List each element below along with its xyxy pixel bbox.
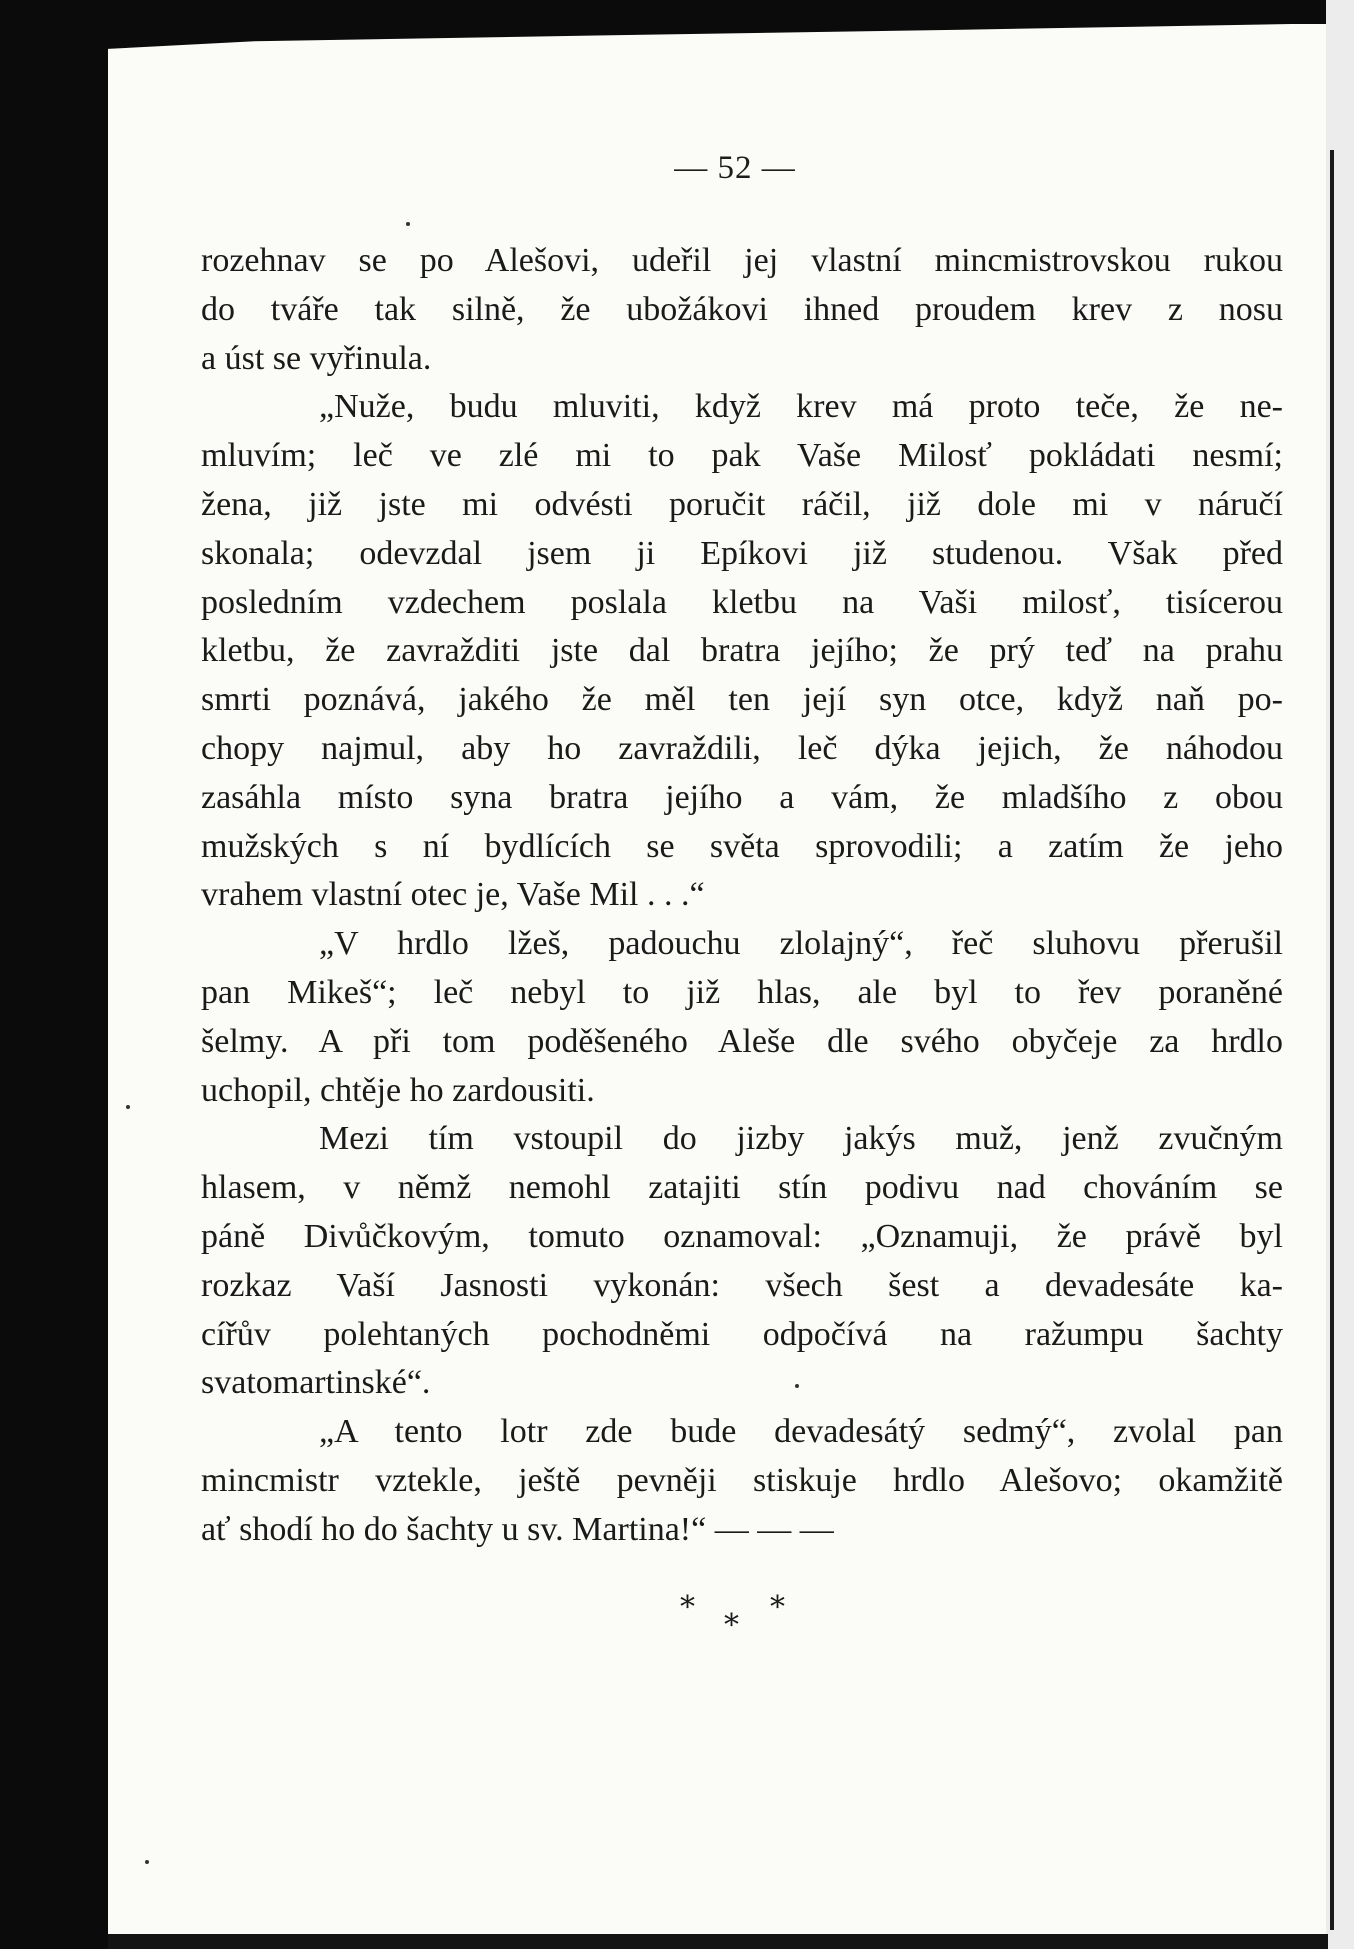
text-line: vrahem vlastní otec je, Vaše Mil . . .“	[201, 876, 705, 914]
bottom-shadow	[108, 1934, 1328, 1949]
paragraph	[201, 383, 1283, 920]
text-line: uchopil, chtěje ho zardousiti.	[201, 1071, 595, 1109]
text-line: pan Mikeš“; leč nebyl to již hlas, ale byl to řev poraněné	[201, 973, 1283, 1011]
text-line: svatomartinské“.	[201, 1364, 431, 1402]
text-line: do tváře tak silně, že ubožákovi ihned proudem krev z nosu	[201, 290, 1283, 328]
text-line: skonala; odevzdal jsem ji Epíkovi již studenou. Však před	[201, 534, 1283, 572]
text-line: žena, již jste mi odvésti poručit ráčil, již dole mi v náručí	[201, 485, 1283, 523]
scan-speck	[126, 1105, 130, 1109]
paragraph	[201, 237, 1283, 383]
asterisk-mark: *	[770, 1590, 785, 1625]
text-line: hlasem, v němž nemohl zatajiti stín podivu nad chováním se	[201, 1169, 1283, 1207]
paragraph	[201, 1408, 1283, 1554]
text-line: posledním vzdechem poslala kletbu na Vaši milosť, tisícerou	[201, 583, 1283, 621]
text-line: mincmistr vztekle, ještě pevněji stiskuje hrdlo Alešovo; okamžitě	[201, 1461, 1283, 1499]
asterisk-mark: *	[724, 1608, 739, 1643]
asterisk-mark: *	[680, 1590, 695, 1625]
body-text	[201, 237, 1283, 1555]
paragraph	[201, 1115, 1283, 1408]
text-line: mužských s ní bydlících se světa sprovodili; a zatím že jeho	[201, 827, 1283, 865]
text-line: „A tento lotr zde bude devadesátý sedmý“, zvolal pan	[319, 1413, 1283, 1451]
text-line: kletbu, že zavražditi jste dal bratra jejího; že prý teď na prahu	[201, 632, 1283, 670]
text-line: šelmy. A při tom poděšeného Aleše dle svého obyčeje za hrdlo	[201, 1022, 1283, 1060]
paragraph	[201, 920, 1283, 1115]
page-edge-shadow	[1330, 150, 1334, 1930]
text-line: zasáhla místo syna bratra jejího a vám, že mladšího z obou	[201, 778, 1283, 816]
scan-speck	[795, 1384, 799, 1388]
page-number: — 52 —	[674, 150, 796, 186]
scan-speck	[145, 1860, 149, 1864]
text-line: mluvím; leč ve zlé mi to pak Vaše Milosť pokládati nesmí;	[201, 437, 1283, 475]
text-line: rozkaz Vaší Jasnosti vykonán: všech šest a devadesáte ka-	[201, 1266, 1283, 1304]
section-break-ornament	[680, 1590, 820, 1650]
text-line: cířův polehtaných pochodněmi odpočívá na ražumpu šachty	[201, 1315, 1283, 1353]
text-line: „Nuže, budu mluviti, když krev má proto teče, že ne-	[319, 388, 1283, 426]
text-line: chopy najmul, aby ho zavraždili, leč dýka jejich, že náhodou	[201, 729, 1283, 767]
scan-speck	[406, 222, 410, 226]
text-line: „V hrdlo lžeš, padouchu zlolajný“, řeč sluhovu přerušil	[319, 925, 1283, 963]
text-line: ať shodí ho do šachty u sv. Martina!“ — — —	[201, 1510, 834, 1548]
text-line: a úst se vyřinula.	[201, 339, 432, 377]
text-line: rozehnav se po Alešovi, udeřil jej vlastní mincmistrovskou rukou	[201, 242, 1283, 279]
text-line: Mezi tím vstoupil do jizby jakýs muž, jenž zvučným	[319, 1120, 1283, 1158]
text-line: páně Divůčkovým, tomuto oznamoval: „Oznamuji, že právě byl	[201, 1217, 1283, 1255]
text-line: smrti poznává, jakého že měl ten její syn otce, když naň po-	[201, 681, 1283, 719]
